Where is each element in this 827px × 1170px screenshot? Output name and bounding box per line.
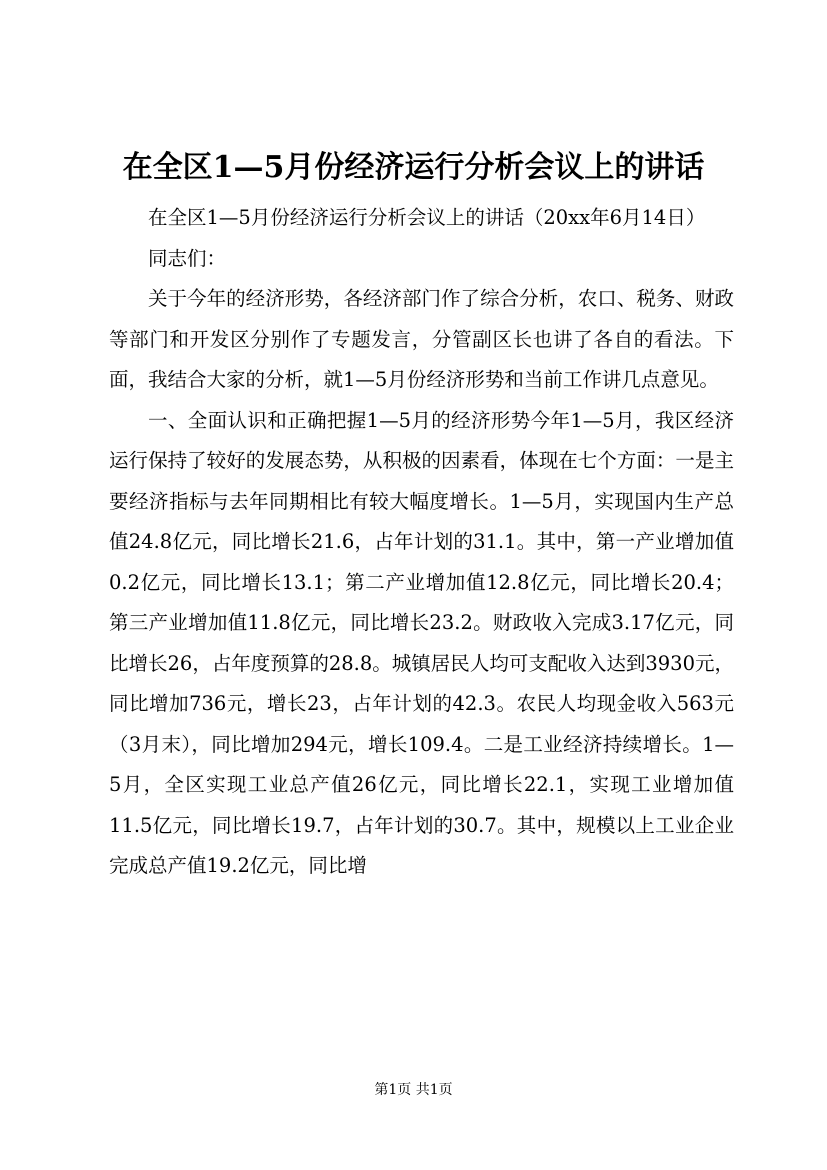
intro-paragraph: 关于今年的经济形势，各经济部门作了综合分析，农口、税务、财政等部门和开发区分别作了专题发言，分管副区长也讲了各自的看法。下面，我结合大家的分析，就1—5月份经济形势和当前工作讲几点意见。 [109,287,734,391]
document-title: 在全区1—5月份经济运行分析会议上的讲话 [122,150,705,185]
page-number-footer: 第1页 共1页 [374,1082,453,1098]
document-body [109,198,734,887]
subtitle-paragraph: 在全区1—5月份经济运行分析会议上的讲话（20xx年6月14日） [148,206,706,229]
greeting-paragraph: 同志们： [148,246,227,270]
section-one-paragraph: 一、全面认识和正确把握1—5月的经济形势今年1—5月，我区经济运行保持了较好的发展态势，从积极的因素看，体现在七个方面：一是主要经济指标与去年同期相比有较大幅度增长。1—5月，实现国内生产总值24.8亿元，同比增长21.6，占年计划的31.1。其中，第一产业增加值0.2亿元，同比增长13.1；第二产业增加值12.8亿元，同比增长20.4；第三产业增加值11.8亿元，同比增长23.2。财政收入完成3.17亿元，同比增长26，占年度预算的28.8。城镇居民人均可支配收入达到3930元，同比增加736元，增长23，占年计划的42.3。农民人均现金收入563元（3月末），同比增加294元，增长109.4。二是工业经济持续增长。1—5月，全区实现工业总产值26亿元，同比增长22.1，实现工业增加值11.5亿元，同比增长19.7，占年计划的30.7。其中，规模以上工业企业完成总产值19.2亿元，同比增 [109,408,734,877]
